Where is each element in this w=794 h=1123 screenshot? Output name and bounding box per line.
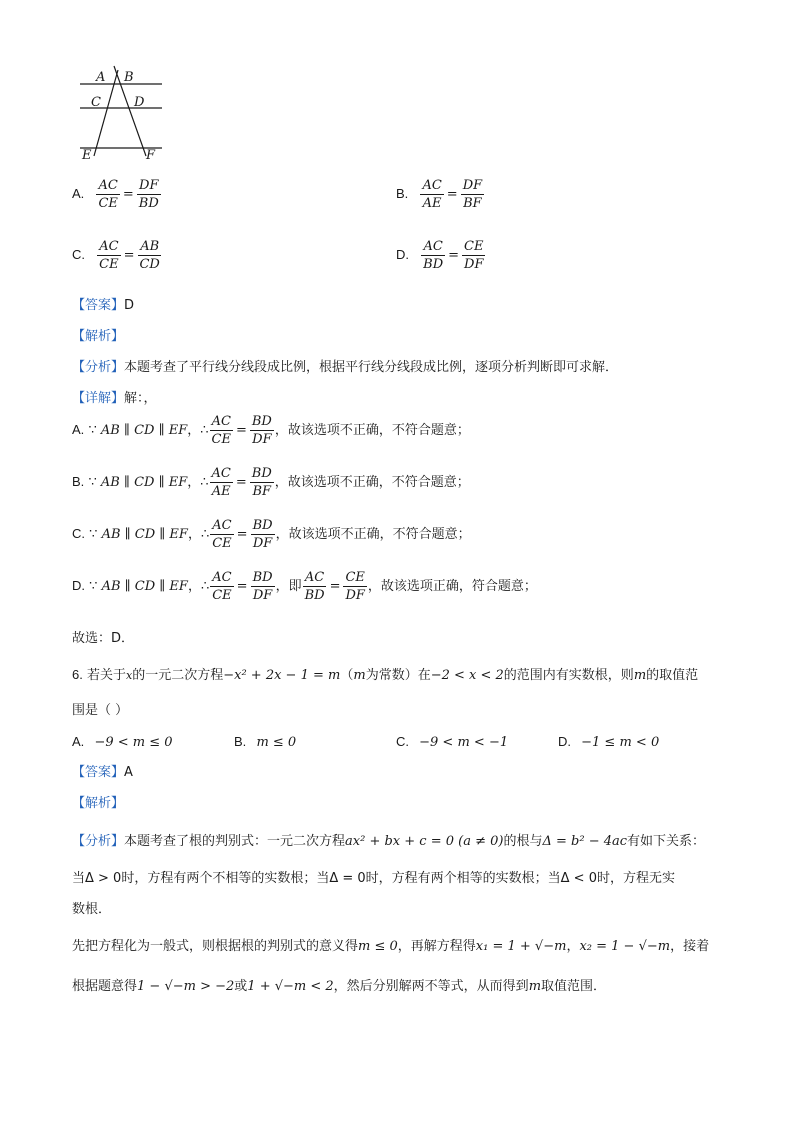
because-symbol: ∵ (89, 527, 98, 542)
therefore-symbol: ∴ (200, 579, 210, 594)
fraction-left: $\frac{AC}{CE}$ (99, 239, 119, 272)
option-expr: −9 < m < −1 (419, 735, 509, 750)
analysis-q6-line5 (72, 978, 606, 996)
because-symbol: ∵ (88, 475, 97, 490)
root-x1: x₁ = 1 + √−m (475, 939, 567, 954)
comma: ， (187, 475, 201, 490)
fraction-left: $\frac{AC}{AE}$ (422, 178, 442, 211)
parallel-statement: AB ∥ CD ∥ EF (100, 475, 188, 490)
row-tail: ，故该选项正确，符合题意； (367, 579, 537, 594)
analysis-text: 本题考查了根的判别式：一元二次方程 (124, 834, 346, 849)
q6-text-1: 若关于 (86, 668, 126, 683)
option-letter: B. (396, 186, 409, 201)
q6-range: −2 < x < 2 (430, 668, 504, 683)
question-6-line2: 围是（ ） (72, 703, 129, 718)
because-symbol: ∵ (88, 423, 97, 438)
fraction-left: $\frac{AC}{CE}$ (211, 414, 231, 447)
fraction-left-2: $\frac{AC}{BD}$ (304, 570, 325, 603)
q6-text-6: 的取值范 (646, 668, 699, 683)
detail-row-c: C. ∵ AB ∥ CD ∥ EF，∴ $\frac{AC}{CE}$ = $\frac{BD}{DF}$ ，故该选项不正确，不符合题意； (72, 518, 471, 551)
question-number: 6. (72, 667, 83, 682)
answer-label: 【答案】 (72, 765, 125, 780)
analysis-label: 【分析】 (72, 360, 125, 375)
point-label-e: E (82, 148, 92, 162)
option-letter: D. (396, 247, 409, 262)
comma: ， (187, 579, 201, 594)
fraction-right: $\frac{CE}{DF}$ (464, 239, 484, 272)
therefore-symbol: ∴ (200, 423, 209, 438)
row-letter: B. (72, 474, 85, 489)
answer-q5 (72, 297, 134, 315)
answer-value: D (124, 298, 135, 313)
q6-text-3: （ (340, 668, 354, 683)
conclusion-q5: 故选：D． (72, 631, 135, 646)
question-6-line1 (72, 666, 698, 685)
inequality-1: 1 − √−m > −2 (137, 979, 235, 994)
therefore-symbol: ∴ (200, 527, 210, 542)
option-letter: D. (558, 734, 571, 749)
row-sep: ，即 (275, 579, 302, 594)
point-label-d: D (134, 95, 145, 110)
row-tail: ，故该选项不正确，不符合题意； (275, 527, 471, 542)
fraction-right-2: $\frac{CE}{DF}$ (345, 570, 365, 603)
analysis-label: 【分析】 (72, 834, 125, 849)
parallel-statement: AB ∥ CD ∥ EF (101, 527, 188, 542)
option-letter: C. (396, 734, 409, 749)
q6-option-d (558, 733, 659, 752)
because-symbol: ∵ (89, 579, 98, 594)
inequality-2: 1 + √−m < 2 (247, 979, 334, 994)
parallel-statement: AB ∥ CD ∥ EF (101, 579, 188, 594)
q6-text-5: 的范围内有实数根，则 (503, 668, 634, 683)
fraction-left: $\frac{AC}{BD}$ (423, 239, 444, 272)
root-x2: x₂ = 1 − √−m (579, 939, 671, 954)
point-label-b: B (124, 70, 134, 85)
analysis-q5 (72, 359, 618, 377)
q6-text-2: 的一元二次方程 (132, 668, 224, 683)
fraction-right: $\frac{DF}{BD}$ (138, 178, 159, 211)
answer-label: 【答案】 (72, 298, 125, 313)
analysis-text: ，再解方程得 (397, 939, 476, 954)
option-c: C. $\frac{AC}{CE}$ = $\frac{AB}{CD}$ (72, 239, 160, 272)
answer-value: A (124, 765, 133, 780)
fraction-right: $\frac{BD}{DF}$ (252, 518, 273, 551)
analysis-text: 先把方程化为一般式，则根据根的判别式的意义得 (72, 939, 359, 954)
parallel-statement: AB ∥ CD ∥ EF (100, 423, 188, 438)
analysis-q6-line2: 当Δ > 0时，方程有两个不相等的实数根；当Δ = 0时，方程有两个相等的实数根；当Δ < 0时，方程无实 (72, 871, 675, 886)
row-letter: D. (72, 578, 85, 593)
analysis-text: 取值范围． (541, 979, 607, 994)
analysis-text: ，接着 (670, 939, 710, 954)
fraction-right: $\frac{DF}{BF}$ (462, 178, 483, 211)
option-letter: A. (72, 734, 85, 749)
analysis-text: 有如下关系： (627, 834, 706, 849)
analysis-text: 的根与 (503, 834, 543, 849)
q6-option-c (396, 733, 508, 752)
analysis-q6-line1 (72, 833, 705, 851)
point-label-a: A (96, 70, 106, 85)
fraction-right: $\frac{BD}{DF}$ (252, 570, 273, 603)
row-tail: ，故该选项不正确，不符合题意； (274, 423, 470, 438)
discriminant: Δ = b² − 4ac (542, 834, 628, 849)
q6-option-a (72, 733, 173, 752)
option-letter: A. (72, 186, 85, 201)
option-letter: B. (234, 734, 247, 749)
answer-q6 (72, 764, 133, 782)
q6-text-4: 为常数）在 (365, 668, 431, 683)
fraction-left: $\frac{AC}{CE}$ (212, 518, 232, 551)
fraction-right: $\frac{BD}{DF}$ (251, 414, 272, 447)
jiexi-label-q6: 【解析】 (72, 796, 125, 811)
option-a: A. $\frac{AC}{CE}$ = $\frac{DF}{BD}$ (72, 178, 159, 211)
therefore-symbol: ∴ (200, 475, 209, 490)
analysis-text: 或 (234, 979, 248, 994)
detail-row-d: D. ∵ AB ∥ CD ∥ EF，∴ $\frac{AC}{CE}$ = $\frac{BD}{DF}$ ，即 $\frac{AC}{BD}$ = $\frac{CE}{DF}$ ，故该选项正确，符合题意； (72, 570, 537, 603)
var-x: x (126, 669, 133, 682)
analysis-q6-line3: 数根． (72, 902, 112, 917)
detail-label: 【详解】 (72, 391, 125, 406)
var-m: m (353, 668, 366, 683)
row-letter: A. (72, 422, 85, 437)
jiexi-label-q5: 【解析】 (72, 329, 125, 344)
condition-m: m ≤ 0 (358, 939, 398, 954)
option-b: B. $\frac{AC}{AE}$ = $\frac{DF}{BF}$ (396, 178, 483, 211)
point-label-c: C (91, 95, 101, 110)
fraction-left: $\frac{AC}{AE}$ (211, 466, 231, 499)
option-letter: C. (72, 247, 85, 262)
var-m: m (633, 668, 647, 683)
comma: ， (187, 527, 201, 542)
detail-row-a: A. ∵ AB ∥ CD ∥ EF，∴ $\frac{AC}{CE}$ = $\frac{BD}{DF}$ ，故该选项不正确，不符合题意； (72, 414, 470, 447)
row-tail: ，故该选项不正确，不符合题意； (274, 475, 470, 490)
fraction-left: $\frac{AC}{CE}$ (98, 178, 118, 211)
analysis-text: ，然后分别解两不等式，从而得到 (333, 979, 529, 994)
var-m: m (528, 979, 542, 994)
option-expr: −1 ≤ m < 0 (581, 735, 660, 750)
detail-q5 (72, 390, 157, 408)
analysis-text: ， (566, 939, 580, 954)
option-d: D. $\frac{AC}{BD}$ = $\frac{CE}{DF}$ (396, 239, 484, 272)
q6-equation: −x² + 2x − 1 = m (223, 668, 341, 683)
row-letter: C. (72, 526, 85, 541)
analysis-q6-line4 (72, 938, 709, 956)
point-label-f: F (146, 148, 156, 162)
option-expr: m ≤ 0 (256, 735, 297, 750)
fraction-right: $\frac{AB}{CD}$ (139, 239, 160, 272)
analysis-text: 根据题意得 (72, 979, 138, 994)
detail-text: 解：， (124, 391, 157, 406)
fraction-right: $\frac{BD}{BF}$ (251, 466, 272, 499)
detail-row-b: B. ∵ AB ∥ CD ∥ EF，∴ $\frac{AC}{AE}$ = $\frac{BD}{BF}$ ，故该选项不正确，不符合题意； (72, 466, 470, 499)
option-expr: −9 < m ≤ 0 (94, 735, 173, 750)
fraction-left: $\frac{AC}{CE}$ (212, 570, 232, 603)
comma: ， (187, 423, 201, 438)
analysis-text: 本题考查了平行线分线段成比例，根据平行线分线段成比例，逐项分析判断即可求解． (124, 360, 619, 375)
general-equation: ax² + bx + c = 0 (a ≠ 0) (345, 834, 504, 849)
q6-option-b (234, 733, 296, 752)
parallel-lines-figure (74, 62, 174, 162)
